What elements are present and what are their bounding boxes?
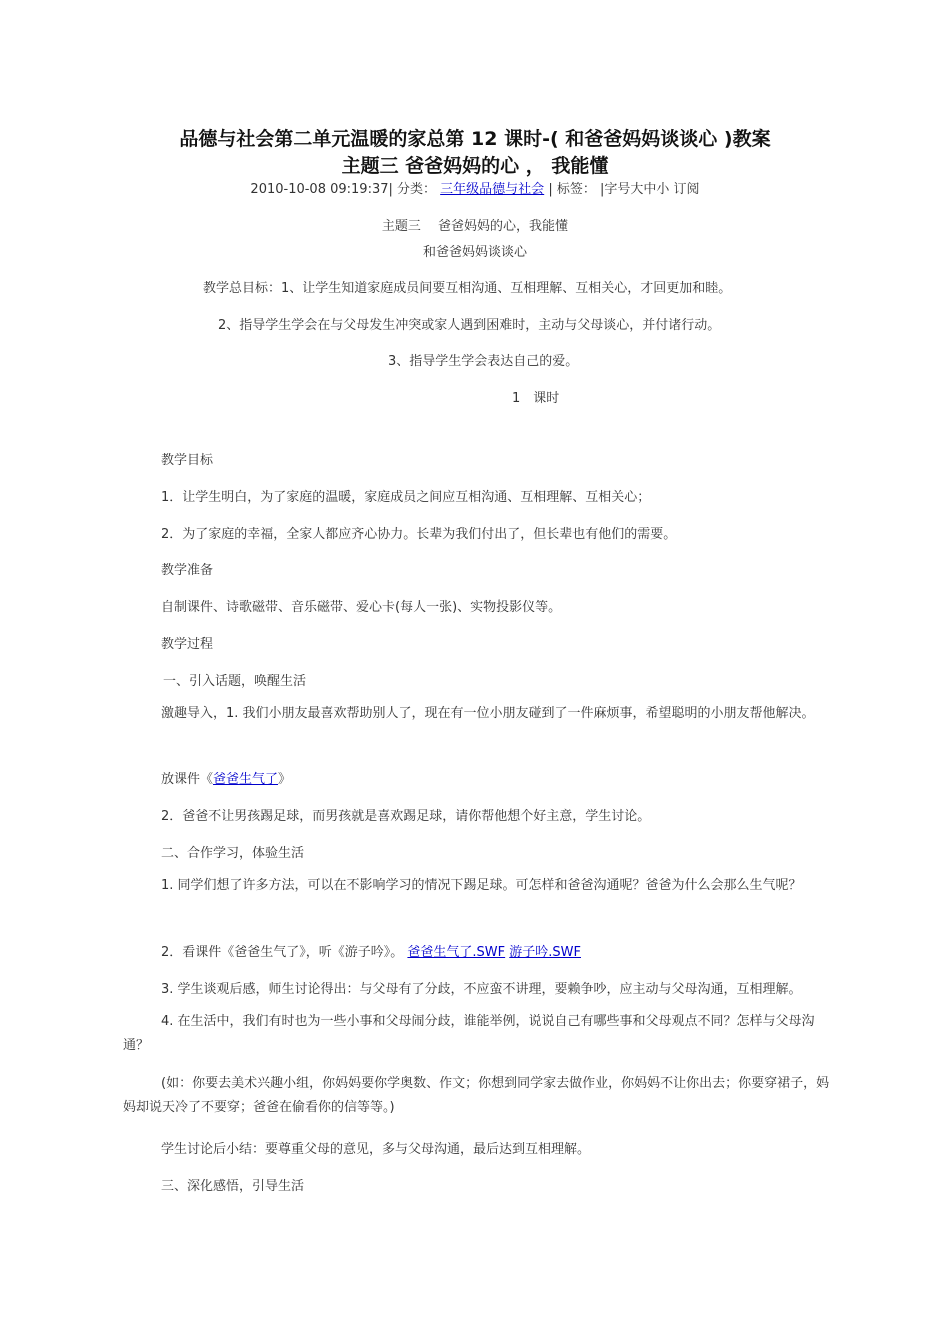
post-datetime: 2010-10-08 09:19:37| [250, 182, 393, 197]
objectives-heading: 教学目标 [161, 453, 214, 468]
step1-p2-suffix: 》 [278, 772, 292, 787]
category-link[interactable]: 三年级品德与社会 [440, 182, 545, 197]
step1-paragraph-3: 2．爸爸不让男孩踢足球，而男孩就是喜欢踢足球，请你帮他想个好主意，学生讨论。 [161, 809, 651, 824]
theme-line: 主题三 爸爸妈妈的心，我能懂 [381, 219, 569, 234]
meta-separator: | [548, 182, 553, 197]
step1-p2-prefix: 放课件《 [161, 772, 214, 787]
article-title-line2: 主题三 爸爸妈妈的心 ， 我能懂 [341, 155, 609, 177]
lesson-subtitle: 和爸爸妈妈谈谈心 [422, 245, 527, 260]
font-size-control[interactable]: |字号大中小 [600, 182, 670, 197]
courseware-link-dad-angry[interactable]: 爸爸生气了 [213, 772, 279, 787]
lesson-period: 1 课时 [512, 391, 560, 406]
step2-p2-text: 2．看课件《爸爸生气了》，听《游子吟》。 [161, 945, 404, 960]
step2-paragraph-3: 3. 学生谈观后感，师生讨论得出：与父母有了分歧，不应蛮不讲理，要赖争吵，应主动与父母沟通，互相理解。 [161, 982, 802, 997]
swf-link-dad-angry[interactable]: 爸爸生气了.SWF [407, 945, 506, 960]
step1-heading: 一、引入话题，唤醒生活 [163, 674, 307, 689]
category-label: 分类： [397, 182, 437, 197]
process-heading: 教学过程 [161, 637, 214, 652]
objective-2: 2．为了家庭的幸福，全家人都应齐心协力。长辈为我们付出了，但长辈也有他们的需要。 [161, 527, 677, 542]
step2-paragraph-6: 学生讨论后小结：要尊重父母的意见，多与父母沟通，最后达到互相理解。 [161, 1142, 591, 1157]
step2-paragraph-5: (如：你要去美术兴趣小组，你妈妈要你学奥数、作文；你想到同学家去做作业，你妈妈不让你出去；你要穿裙子，妈妈却说天冷了不要穿；爸爸在偷看你的信等等。) [123, 1076, 830, 1115]
step2-paragraph-2 [161, 941, 581, 960]
subscribe-link[interactable]: 订阅 [673, 182, 700, 197]
step1-paragraph-2 [161, 768, 291, 787]
tags-label: 标签： [556, 182, 596, 197]
prep-heading: 教学准备 [161, 563, 214, 578]
overall-goal-2: 2、指导学生学会在与父母发生冲突或家人遇到困难时，主动与父母谈心，并付诸行动。 [218, 318, 721, 333]
article-title-line1: 品德与社会第二单元温暖的家总第 12 课时-( 和爸爸妈妈谈谈心 )教案 [179, 128, 771, 150]
step3-heading: 三、深化感悟，引导生活 [161, 1179, 305, 1194]
step1-paragraph-1: 激趣导入，1. 我们小朋友最喜欢帮助别人了，现在有一位小朋友碰到了一件麻烦事，希望聪明的小朋友帮他解决。 [161, 706, 815, 721]
article-meta [0, 178, 950, 197]
step2-paragraph-4: 4. 在生活中，我们有时也为一些小事和父母闹分歧，谁能举例，说说自己有哪些事和父母观点不同？怎样与父母沟通？ [123, 1014, 815, 1053]
objective-1: 1．让学生明白，为了家庭的温暖，家庭成员之间应互相沟通、互相理解、互相关心； [161, 490, 651, 505]
step2-paragraph-1: 1. 同学们想了许多方法，可以在不影响学习的情况下踢足球。可怎样和爸爸沟通呢？爸爸为什么会那么生气呢？ [161, 878, 802, 893]
step2-heading: 二、合作学习，体验生活 [161, 846, 305, 861]
swf-link-youziyin[interactable]: 游子吟.SWF [509, 945, 581, 960]
prep-text: 自制课件、诗歌磁带、音乐磁带、爱心卡(每人一张)、实物投影仪等。 [161, 600, 562, 615]
overall-goal-3: 3、指导学生学会表达自己的爱。 [388, 354, 579, 369]
overall-goal-1: 教学总目标：1、让学生知道家庭成员间要互相沟通、互相理解、互相关心，才回更加和睦。 [203, 281, 732, 296]
